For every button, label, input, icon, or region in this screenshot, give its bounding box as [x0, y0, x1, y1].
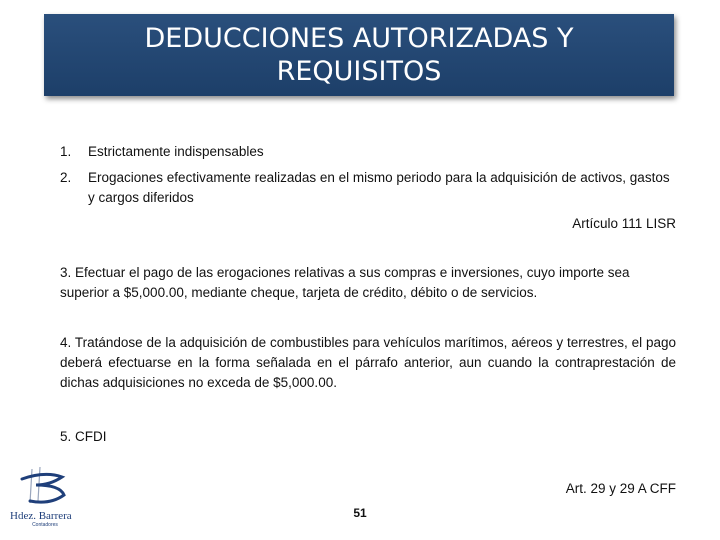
title-line-1: DEDUCCIONES AUTORIZADAS Y [144, 23, 574, 54]
reference-cff: Art. 29 y 29 A CFF [565, 481, 676, 496]
list-item-number: 2. [60, 170, 72, 185]
list-item [60, 142, 676, 162]
logo-subtitle: Contadores [32, 522, 58, 528]
logo-name: Hdez. Barrera [10, 510, 72, 522]
reference-lisr: Artículo 111 LISR [572, 216, 676, 231]
title-banner [44, 14, 674, 96]
list-item-text: Estrictamente indispensables [88, 144, 264, 159]
list-item-number: 1. [60, 144, 72, 159]
company-logo [10, 465, 80, 527]
hb-logo-icon [10, 465, 80, 505]
list-item-text: Erogaciones efectivamente realizadas en el mismo periodo para la adquisición de activos, gastos y cargos diferidos [88, 170, 670, 205]
paragraph-5: 5. CFDI [60, 429, 107, 444]
paragraph-4: 4. Tratándose de la adquisición de combustibles para vehículos marítimos, aéreos y terrestres, el pago deberá efectuarse en la forma señalada en el párrafo anterior, aun cuando la contraprestación de dichas adquisiciones no exceda de $5,000.00. [60, 335, 676, 390]
paragraph-3: 3. Efectuar el pago de las erogaciones relativas a sus compras e inversiones, cuyo importe sea superior a $5,000.00, mediante cheque, tarjeta de crédito, débito o de servicios. [60, 265, 630, 300]
list-item [60, 168, 676, 208]
title-line-2: REQUISITOS [276, 56, 442, 87]
requirements-list [60, 142, 676, 214]
page-number: 51 [353, 506, 367, 520]
